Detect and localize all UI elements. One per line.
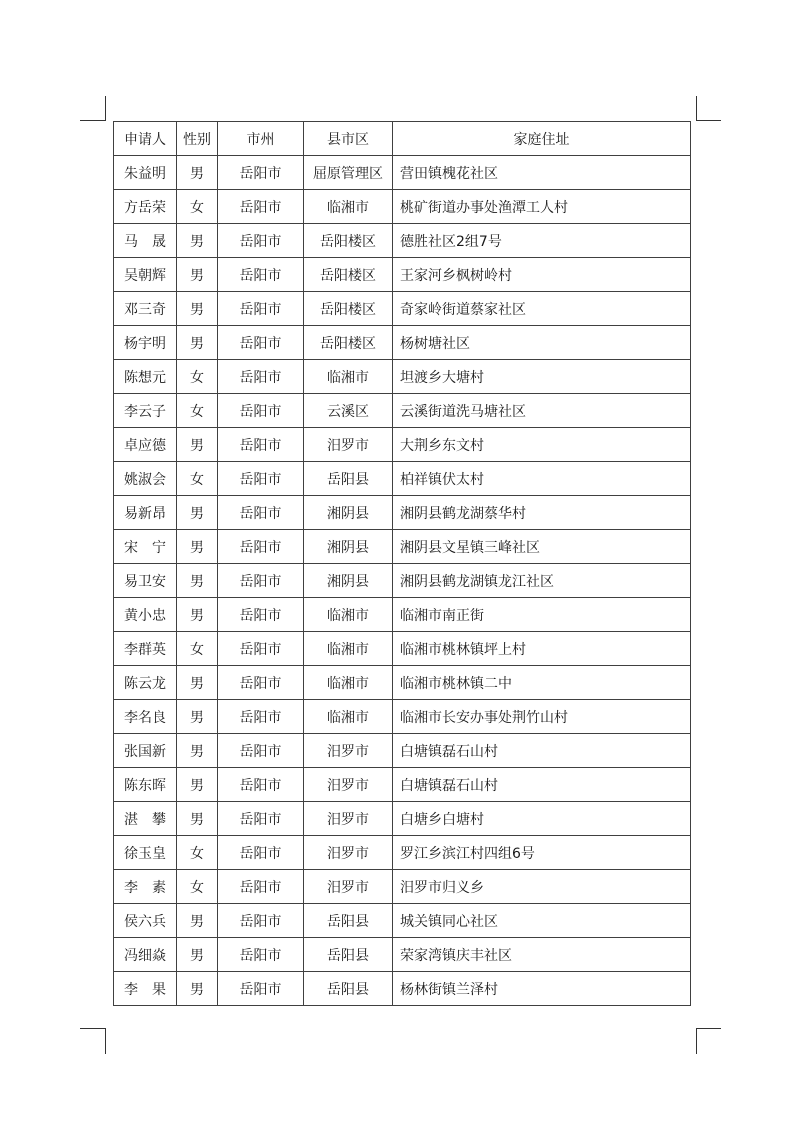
cell-applicant: 李 素 <box>114 870 177 904</box>
cell-address: 大荆乡东文村 <box>393 428 691 462</box>
cell-address: 白塘镇磊石山村 <box>393 768 691 802</box>
cell-applicant: 张国新 <box>114 734 177 768</box>
cell-gender: 女 <box>177 462 218 496</box>
cell-county: 湘阴县 <box>304 496 393 530</box>
header-city: 市州 <box>218 122 304 156</box>
cell-county: 屈原管理区 <box>304 156 393 190</box>
cell-gender: 男 <box>177 326 218 360</box>
cell-gender: 男 <box>177 700 218 734</box>
cell-county: 临湘市 <box>304 700 393 734</box>
cell-gender: 男 <box>177 802 218 836</box>
header-applicant: 申请人 <box>114 122 177 156</box>
cell-address: 白塘镇磊石山村 <box>393 734 691 768</box>
table-row <box>114 938 691 972</box>
table-row <box>114 462 691 496</box>
cell-city: 岳阳市 <box>218 496 304 530</box>
cell-address: 柏祥镇伏太村 <box>393 462 691 496</box>
cell-applicant: 陈想元 <box>114 360 177 394</box>
cell-address: 云溪街道洗马塘社区 <box>393 394 691 428</box>
cell-city: 岳阳市 <box>218 224 304 258</box>
cell-city: 岳阳市 <box>218 904 304 938</box>
cell-gender: 女 <box>177 190 218 224</box>
cell-gender: 男 <box>177 496 218 530</box>
cell-gender: 男 <box>177 666 218 700</box>
cell-address: 临湘市桃林镇坪上村 <box>393 632 691 666</box>
cell-gender: 男 <box>177 224 218 258</box>
header-gender: 性别 <box>177 122 218 156</box>
cell-applicant: 李云子 <box>114 394 177 428</box>
cell-address: 杨树塘社区 <box>393 326 691 360</box>
table-row <box>114 836 691 870</box>
cell-county: 汨罗市 <box>304 734 393 768</box>
table-row <box>114 734 691 768</box>
cell-applicant: 杨宇明 <box>114 326 177 360</box>
table-row <box>114 224 691 258</box>
cell-city: 岳阳市 <box>218 530 304 564</box>
cell-city: 岳阳市 <box>218 360 304 394</box>
table-row <box>114 768 691 802</box>
cell-county: 岳阳县 <box>304 904 393 938</box>
cell-city: 岳阳市 <box>218 666 304 700</box>
cell-gender: 男 <box>177 292 218 326</box>
cell-county: 岳阳楼区 <box>304 258 393 292</box>
cell-address: 荣家湾镇庆丰社区 <box>393 938 691 972</box>
cell-gender: 男 <box>177 734 218 768</box>
cell-gender: 女 <box>177 394 218 428</box>
cell-city: 岳阳市 <box>218 836 304 870</box>
cell-gender: 男 <box>177 768 218 802</box>
cell-gender: 男 <box>177 428 218 462</box>
table-body <box>114 156 691 1006</box>
cell-city: 岳阳市 <box>218 292 304 326</box>
table-row <box>114 258 691 292</box>
cell-county: 岳阳楼区 <box>304 292 393 326</box>
table-row <box>114 870 691 904</box>
cell-county: 岳阳县 <box>304 938 393 972</box>
cell-gender: 男 <box>177 938 218 972</box>
cell-city: 岳阳市 <box>218 394 304 428</box>
cell-address: 汨罗市归义乡 <box>393 870 691 904</box>
header-address: 家庭住址 <box>393 122 691 156</box>
cell-address: 湘阴县鹤龙湖镇龙江社区 <box>393 564 691 598</box>
cell-address: 白塘乡白塘村 <box>393 802 691 836</box>
cell-address: 桃矿街道办事处渔潭工人村 <box>393 190 691 224</box>
cell-applicant: 徐玉皇 <box>114 836 177 870</box>
crop-mark-top-right <box>696 96 721 121</box>
cell-county: 湘阴县 <box>304 564 393 598</box>
cell-applicant: 易新昂 <box>114 496 177 530</box>
cell-county: 汨罗市 <box>304 836 393 870</box>
cell-county: 岳阳楼区 <box>304 224 393 258</box>
cell-applicant: 易卫安 <box>114 564 177 598</box>
table-row <box>114 666 691 700</box>
cell-city: 岳阳市 <box>218 428 304 462</box>
cell-address: 城关镇同心社区 <box>393 904 691 938</box>
table-row <box>114 530 691 564</box>
cell-applicant: 姚淑会 <box>114 462 177 496</box>
cell-address: 坦渡乡大塘村 <box>393 360 691 394</box>
table-row <box>114 428 691 462</box>
table-header-row <box>114 122 691 156</box>
cell-county: 临湘市 <box>304 190 393 224</box>
cell-county: 岳阳县 <box>304 462 393 496</box>
cell-city: 岳阳市 <box>218 972 304 1006</box>
cell-applicant: 陈云龙 <box>114 666 177 700</box>
cell-applicant: 李群英 <box>114 632 177 666</box>
cell-applicant: 卓应德 <box>114 428 177 462</box>
table-row <box>114 292 691 326</box>
cell-county: 岳阳县 <box>304 972 393 1006</box>
cell-applicant: 吴朝辉 <box>114 258 177 292</box>
cell-city: 岳阳市 <box>218 768 304 802</box>
table-row <box>114 360 691 394</box>
cell-applicant: 朱益明 <box>114 156 177 190</box>
applicant-table <box>113 121 691 1006</box>
cell-city: 岳阳市 <box>218 156 304 190</box>
cell-applicant: 邓三奇 <box>114 292 177 326</box>
cell-applicant: 李名良 <box>114 700 177 734</box>
cell-gender: 女 <box>177 870 218 904</box>
cell-address: 杨林街镇兰泽村 <box>393 972 691 1006</box>
cell-gender: 男 <box>177 972 218 1006</box>
cell-address: 临湘市桃林镇二中 <box>393 666 691 700</box>
cell-address: 奇家岭街道蔡家社区 <box>393 292 691 326</box>
crop-mark-bottom-right <box>696 1028 721 1054</box>
cell-county: 云溪区 <box>304 394 393 428</box>
cell-county: 临湘市 <box>304 598 393 632</box>
cell-city: 岳阳市 <box>218 700 304 734</box>
cell-address: 临湘市长安办事处荆竹山村 <box>393 700 691 734</box>
cell-applicant: 宋 宁 <box>114 530 177 564</box>
cell-applicant: 陈东晖 <box>114 768 177 802</box>
table-row <box>114 190 691 224</box>
table-row <box>114 156 691 190</box>
cell-gender: 男 <box>177 564 218 598</box>
table-row <box>114 564 691 598</box>
cell-county: 临湘市 <box>304 632 393 666</box>
cell-city: 岳阳市 <box>218 734 304 768</box>
cell-county: 汨罗市 <box>304 428 393 462</box>
cell-applicant: 湛 攀 <box>114 802 177 836</box>
crop-mark-top-left <box>80 96 106 121</box>
cell-gender: 男 <box>177 156 218 190</box>
table-row <box>114 972 691 1006</box>
cell-county: 临湘市 <box>304 666 393 700</box>
cell-address: 湘阴县文星镇三峰社区 <box>393 530 691 564</box>
cell-applicant: 冯细焱 <box>114 938 177 972</box>
header-county: 县市区 <box>304 122 393 156</box>
cell-county: 汨罗市 <box>304 768 393 802</box>
crop-mark-bottom-left <box>80 1028 106 1054</box>
cell-address: 湘阴县鹤龙湖蔡华村 <box>393 496 691 530</box>
cell-city: 岳阳市 <box>218 870 304 904</box>
cell-county: 岳阳楼区 <box>304 326 393 360</box>
cell-gender: 女 <box>177 632 218 666</box>
cell-applicant: 侯六兵 <box>114 904 177 938</box>
cell-county: 汨罗市 <box>304 870 393 904</box>
cell-gender: 女 <box>177 360 218 394</box>
cell-address: 临湘市南正街 <box>393 598 691 632</box>
cell-city: 岳阳市 <box>218 802 304 836</box>
cell-address: 德胜社区2组7号 <box>393 224 691 258</box>
cell-city: 岳阳市 <box>218 632 304 666</box>
table-row <box>114 326 691 360</box>
cell-county: 湘阴县 <box>304 530 393 564</box>
table-row <box>114 496 691 530</box>
cell-city: 岳阳市 <box>218 462 304 496</box>
cell-applicant: 黄小忠 <box>114 598 177 632</box>
cell-city: 岳阳市 <box>218 598 304 632</box>
cell-city: 岳阳市 <box>218 258 304 292</box>
cell-gender: 男 <box>177 598 218 632</box>
table-row <box>114 802 691 836</box>
table-row <box>114 904 691 938</box>
cell-gender: 男 <box>177 258 218 292</box>
cell-county: 临湘市 <box>304 360 393 394</box>
cell-address: 营田镇槐花社区 <box>393 156 691 190</box>
cell-gender: 女 <box>177 836 218 870</box>
table-row <box>114 700 691 734</box>
table-row <box>114 598 691 632</box>
cell-address: 王家河乡枫树岭村 <box>393 258 691 292</box>
cell-address: 罗江乡滨江村四组6号 <box>393 836 691 870</box>
cell-applicant: 方岳荣 <box>114 190 177 224</box>
cell-city: 岳阳市 <box>218 326 304 360</box>
cell-city: 岳阳市 <box>218 564 304 598</box>
cell-gender: 男 <box>177 530 218 564</box>
cell-county: 汨罗市 <box>304 802 393 836</box>
cell-city: 岳阳市 <box>218 190 304 224</box>
table-row <box>114 632 691 666</box>
cell-city: 岳阳市 <box>218 938 304 972</box>
table-row <box>114 394 691 428</box>
cell-applicant: 李 果 <box>114 972 177 1006</box>
cell-applicant: 马 晟 <box>114 224 177 258</box>
cell-gender: 男 <box>177 904 218 938</box>
